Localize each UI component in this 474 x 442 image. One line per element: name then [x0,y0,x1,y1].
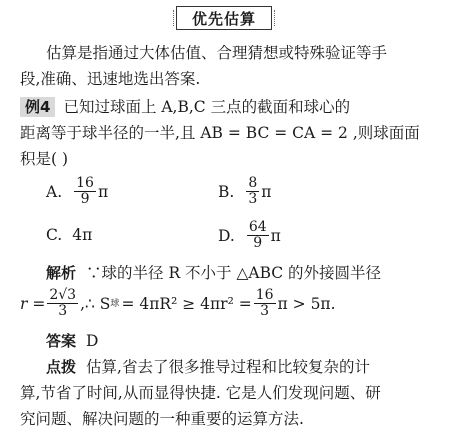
example-text-1: 已知过球面上 A,B,C 三点的截面和球心的 [63,98,351,116]
tip-text-1: 估算,省去了很多推导过程和比较复杂的计 [86,358,370,376]
analysis-r-num: 2√3 [49,287,77,303]
option-d [218,220,281,251]
analysis-end-tail: π > 5π. [277,294,336,313]
option-b-tail: π [261,182,272,201]
analysis-text-1: ∵球的半径 R 不小于 △ABC 的外接圆半径 [86,264,382,282]
option-a-fraction [74,176,96,207]
option-c-letter: C. [46,226,63,244]
analysis-line-1 [46,262,381,284]
option-a-den: 9 [80,191,90,207]
option-d-letter: D. [218,226,235,245]
option-d-num: 64 [248,219,267,235]
option-a-tail: π [97,182,109,201]
analysis-end-den: 3 [260,303,270,319]
analysis-mid-rest: = 4πR² ≥ 4πr² = [121,294,252,313]
option-d-fraction [247,220,269,251]
answer-line [46,330,98,352]
analysis-tag: 解析 [46,264,77,282]
option-b-letter: B. [218,182,235,201]
example-line-2: 距离等于球半径的一半,且 AB = BC = CA = 2 ,则球面面 [20,124,420,142]
tip-line-3: 究问题、解决问题的一种重要的运算方法. [20,410,304,428]
option-a-num: 16 [76,175,94,191]
analysis-r-fraction [47,288,78,319]
section-title: 优先估算 [176,6,272,30]
option-b [218,176,271,207]
analysis-end-fraction [254,288,276,319]
analysis-mid-text: ,∴ S [80,294,111,313]
option-d-tail: π [270,226,281,245]
example-line-3: 积是( ) [20,150,69,168]
answer-tag: 答案 [46,332,77,350]
option-b-den: 3 [248,191,258,207]
option-a-letter: A. [46,182,63,201]
answer-value: D [86,332,99,350]
intro-line-1: 估算是指通过大体估值、合理猜想或特殊验证等手 [46,44,388,62]
tip-line-1 [46,356,370,378]
example-line-1 [20,96,350,118]
option-c-text: 4π [72,226,93,244]
option-d-den: 9 [253,235,263,251]
analysis-r-prefix: r = [20,294,46,313]
option-b-num: 8 [248,175,258,191]
analysis-line-2: r = $\frac{2√3}{3}$ ,∴ S 球 = 4πR² ≥ 4πr² = $\frac{16}{3}$ π > 5π. [20,287,336,319]
analysis-r-den: 3 [58,303,68,319]
option-c [46,224,92,246]
tip-tag: 点拨 [46,358,77,376]
option-a [46,176,108,207]
tip-line-2: 算,节省了时间,从而显得快捷. 它是人们发现问题、研 [20,384,381,402]
option-b-fraction [246,176,259,207]
intro-line-2: 段,准确、迅速地选出答案. [20,70,201,88]
analysis-end-num: 16 [255,287,274,303]
example-badge: 例4 [20,97,55,117]
